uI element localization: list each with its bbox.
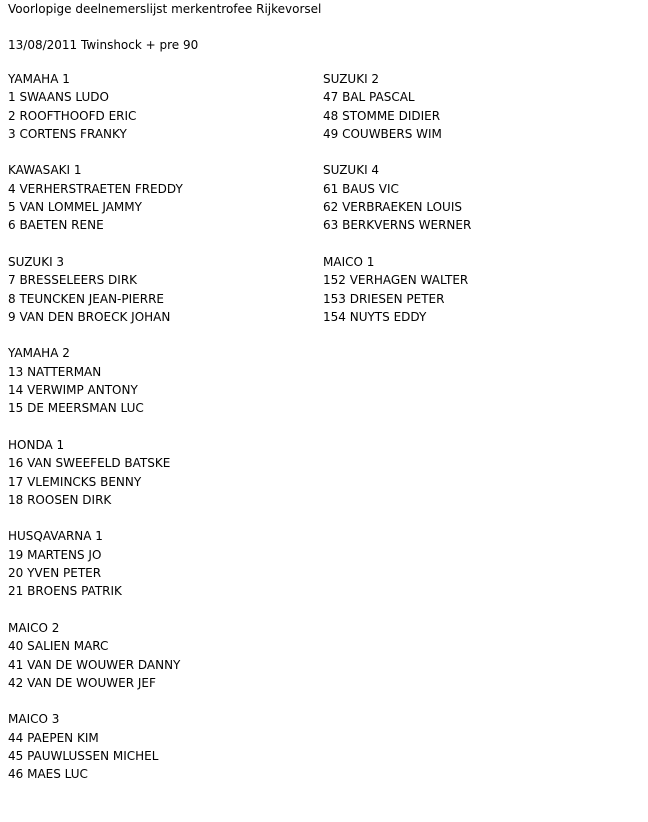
rider-entry: 45 PAUWLUSSEN MICHEL xyxy=(8,748,159,763)
team-block xyxy=(8,70,308,143)
rider-entry: 152 VERHAGEN WALTER xyxy=(323,273,469,288)
team-block xyxy=(8,710,308,783)
team-name: SUZUKI 2 xyxy=(323,72,380,86)
rider-entry: 63 BERKVERNS WERNER xyxy=(323,218,472,233)
rider-entry: 16 VAN SWEEFELD BATSKE xyxy=(8,456,171,471)
rider-entry: 49 COUWBERS WIM xyxy=(323,126,442,141)
team-block xyxy=(323,70,623,143)
team-block xyxy=(8,253,308,326)
rider-entry: 15 DE MEERSMAN LUC xyxy=(8,401,144,416)
team-block xyxy=(8,436,308,509)
team-block xyxy=(8,161,308,234)
rider-entry: 42 VAN DE WOUWER JEF xyxy=(8,675,156,690)
document-title: Voorlopige deelnemerslijst merkentrofee Rijkevorsel xyxy=(8,2,322,16)
team-block xyxy=(8,344,308,417)
rider-entry: 18 ROOSEN DIRK xyxy=(8,492,112,507)
rider-entry: 46 MAES LUC xyxy=(8,767,88,782)
rider-entry: 8 TEUNCKEN JEAN-PIERRE xyxy=(8,291,164,306)
rider-entry: 14 VERWIMP ANTONY xyxy=(8,383,138,398)
rider-entry: 13 NATTERMAN xyxy=(8,364,102,379)
team-name: KAWASAKI 1 xyxy=(8,163,82,178)
rider-entry: 154 NUYTS EDDY xyxy=(323,309,427,324)
rider-entry: 21 BROENS PATRIK xyxy=(8,584,122,599)
rider-entry: 19 MARTENS JO xyxy=(8,547,102,562)
team-name: YAMAHA 1 xyxy=(8,72,70,86)
rider-entry: 7 BRESSELEERS DIRK xyxy=(8,273,138,288)
rider-entry: 5 VAN LOMMEL JAMMY xyxy=(8,200,142,215)
team-name: HONDA 1 xyxy=(8,437,65,452)
team-name: MAICO 2 xyxy=(8,620,60,635)
rider-entry: 62 VERBRAEKEN LOUIS xyxy=(323,200,462,215)
rider-entry: 4 VERHERSTRAETEN FREDDY xyxy=(8,181,183,196)
rider-entry: 6 BAETEN RENE xyxy=(8,218,104,233)
team-name: SUZUKI 3 xyxy=(8,254,65,269)
rider-entry: 153 DRIESEN PETER xyxy=(323,291,445,306)
rider-entry: 48 STOMME DIDIER xyxy=(323,108,441,123)
rider-entry: 44 PAEPEN KIM xyxy=(8,730,99,745)
rider-entry: 2 ROOFTHOOFD ERIC xyxy=(8,108,137,123)
left-team-column xyxy=(8,70,308,802)
team-block xyxy=(8,527,308,600)
team-name: MAICO 1 xyxy=(323,254,375,269)
rider-entry: 17 VLEMINCKS BENNY xyxy=(8,474,142,489)
rider-entry: 41 VAN DE WOUWER DANNY xyxy=(8,657,181,672)
rider-entry: 61 BAUS VIC xyxy=(323,181,399,196)
rider-entry: 9 VAN DEN BROECK JOHAN xyxy=(8,309,171,324)
rider-entry: 1 SWAANS LUDO xyxy=(8,90,109,105)
team-block xyxy=(323,253,623,326)
team-name: HUSQAVARNA 1 xyxy=(8,529,103,544)
rider-entry: 40 SALIEN MARC xyxy=(8,639,109,654)
right-team-column xyxy=(323,70,623,344)
team-block xyxy=(323,161,623,234)
rider-entry: 3 CORTENS FRANKY xyxy=(8,126,127,141)
team-block xyxy=(8,619,308,692)
rider-entry: 20 YVEN PETER xyxy=(8,566,102,581)
rider-entry: 47 BAL PASCAL xyxy=(323,90,415,105)
team-name: YAMAHA 2 xyxy=(8,346,70,361)
team-name: SUZUKI 4 xyxy=(323,163,380,178)
document-subtitle: 13/08/2011 Twinshock + pre 90 xyxy=(8,38,199,52)
team-name: MAICO 3 xyxy=(8,712,60,727)
